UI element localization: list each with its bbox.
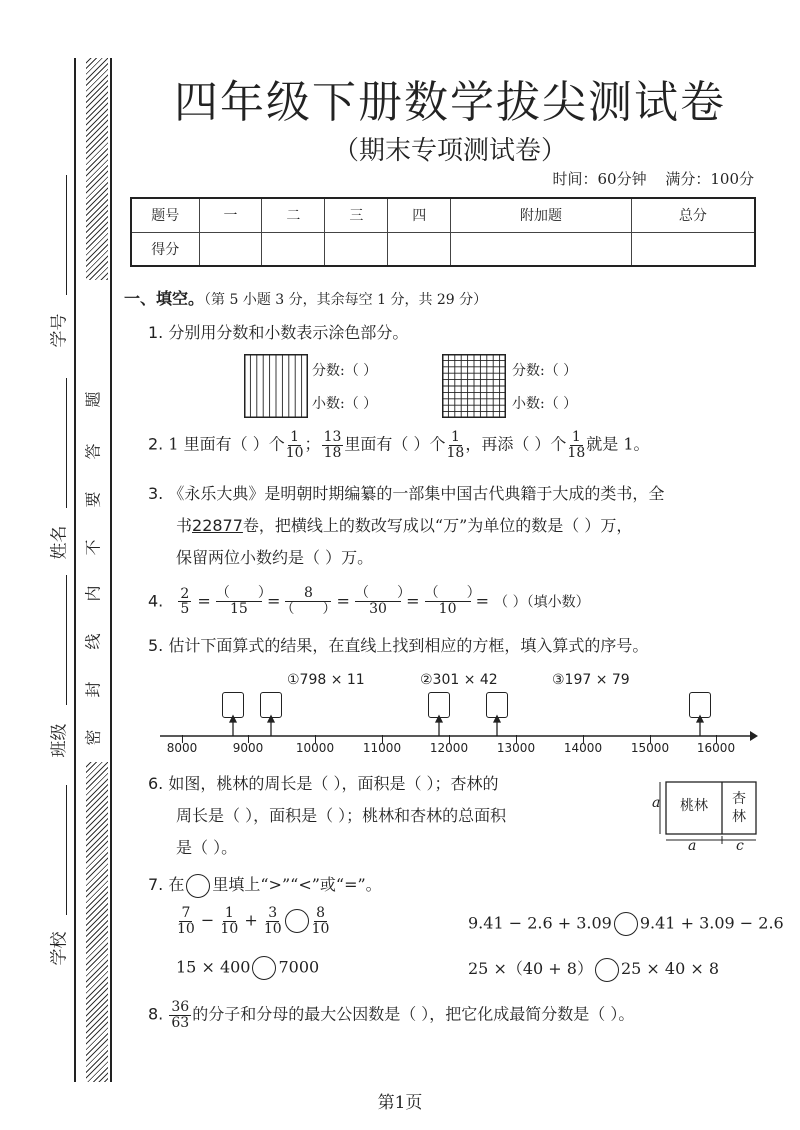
blank-numerator[interactable]: （ ） [355, 585, 412, 601]
number-line-arrowhead [750, 731, 758, 741]
student-no-label: 学号 [49, 313, 70, 348]
expr-left: 25 ×（40 + 8） [468, 959, 593, 978]
numerator: 8 [285, 586, 331, 602]
width-a-label: a [688, 838, 697, 854]
apricot-orchard-label-1: 杏 [732, 791, 746, 807]
numerator: 1 [450, 429, 460, 445]
score-cell[interactable] [199, 232, 262, 266]
fraction [169, 1000, 191, 1030]
denominator: 30 [369, 601, 387, 618]
pointer-arrowhead [268, 716, 274, 722]
compare-expression-2 [468, 912, 784, 936]
fraction [264, 906, 282, 936]
q1-decimal-2[interactable]: 小数:（ ） [512, 396, 578, 412]
q1-decimal-1[interactable]: 小数:（ ） [312, 396, 378, 412]
q1-number: 1. [148, 323, 164, 342]
time-info [538, 168, 754, 189]
seal-char: 题 [83, 391, 103, 408]
question-3-line-3: 保留两位小数约是（ ）万。 [176, 548, 374, 567]
q6-number: 6. [148, 774, 164, 793]
score-cell[interactable] [388, 232, 451, 266]
q6-text: 如图，桃林的周长是（ ），面积是（ ）；杏林的 [168, 774, 499, 793]
striped-figure [244, 354, 308, 418]
time-limit: 时间：60分钟 [552, 170, 647, 188]
class-label: 班级 [49, 723, 70, 758]
denominator: 5 [180, 601, 190, 618]
binding-line-inner [110, 58, 112, 1082]
q2-number: 2. [148, 434, 164, 454]
expr-right: 7000 [278, 957, 320, 977]
score-cell[interactable] [451, 232, 631, 266]
peach-orchard-label: 桃林 [680, 798, 708, 814]
q3-text: 卷，把横线上的数改写成以“万”为单位的数是（ ）万， [242, 516, 633, 535]
denominator: 10 [220, 920, 239, 937]
seal-char: 不 [83, 539, 103, 556]
name-label: 姓名 [49, 525, 70, 560]
blank-fraction[interactable] [424, 585, 481, 618]
compare-circle[interactable] [614, 912, 638, 936]
question-6-line-3: 是（ ）。 [176, 838, 238, 857]
denominator: 10 [263, 920, 282, 937]
q5-text: 估计下面算式的结果，在直线上找到相应的方框，填入算式的序号。 [168, 636, 649, 655]
question-4: 4. $\frac{2}{5}$ = $\frac{( )}{15}$ = $\frac{8}{( )}$ = $\frac{( )}{30}$ = $\frac{( )}{10}$ = （ ）（填小数） [148, 585, 590, 618]
score-header-cell: 一 [199, 198, 262, 232]
tick-label: 13000 [496, 741, 536, 755]
fraction [286, 430, 304, 460]
q3-number: 3. [148, 484, 164, 503]
tick-label: 15000 [630, 741, 670, 755]
blank-denominator[interactable]: （ ） [280, 601, 337, 618]
grid-figure [442, 354, 506, 418]
width-c-label: c [736, 838, 744, 854]
fraction [177, 906, 195, 936]
seal-char: 封 [83, 681, 103, 698]
blank-fraction[interactable] [355, 585, 412, 618]
fraction [312, 906, 330, 936]
fraction [446, 430, 464, 460]
q1-fraction-2[interactable]: 分数:（ ） [512, 363, 578, 379]
denominator: 10 [285, 444, 304, 461]
score-header-cell: 总分 [631, 198, 755, 232]
apricot-orchard-label-2: 林 [732, 809, 746, 825]
question-6-line-2: 周长是（ ），面积是（ ）；桃林和杏林的总面积 [176, 806, 507, 825]
tick-label: 9000 [232, 741, 264, 755]
full-score: 满分：100分 [665, 170, 754, 188]
page-subtitle: （期末专项测试卷） [332, 136, 567, 166]
denominator: 18 [567, 444, 586, 461]
seal-char: 密 [83, 729, 103, 746]
question-2 [148, 430, 650, 460]
expr-left: 15 × 400 [176, 957, 251, 977]
expression-label: ①798 × 11 [287, 672, 365, 688]
score-cell[interactable] [262, 232, 325, 266]
numerator: 1 [290, 429, 300, 445]
question-5 [148, 633, 648, 656]
denominator: 18 [323, 444, 342, 461]
q3-text: 《永乐大典》是明朝时期编纂的一部集中国古代典籍于大成的类书，全 [168, 484, 665, 503]
school-line[interactable] [66, 785, 67, 915]
expression-label: ②301 × 42 [420, 672, 498, 688]
q4-number: 4. [148, 591, 164, 611]
compare-circle[interactable] [595, 958, 619, 982]
q2-part: ，再添（ ）个 [465, 434, 567, 454]
school-label: 学校 [49, 931, 70, 966]
tick-label: 14000 [563, 741, 603, 755]
fraction [322, 430, 344, 460]
denominator: 15 [229, 601, 248, 618]
number-line [150, 710, 760, 744]
section-note: （第 5 小题 3 分，其余每空 1 分，共 29 分） [204, 292, 488, 308]
question-3-line-2 [176, 513, 632, 536]
numerator: 1 [571, 429, 581, 445]
pointer-arrowhead [436, 716, 442, 722]
q7-text: 在 [168, 875, 185, 894]
q8-text: 的分子和分母的最大公因数是（ ），把它化成最简分数是（ ）。 [192, 1004, 635, 1024]
denominator: 10 [177, 920, 195, 937]
q8-number: 8. [148, 1004, 164, 1024]
compare-circle[interactable] [285, 909, 309, 933]
numerator: 13 [323, 429, 342, 445]
q7-text: 里填上“>”“<”或“=”。 [212, 875, 382, 894]
score-cell[interactable] [325, 232, 388, 266]
expr-right: 9.41 + 3.09 − 2.6 [639, 913, 784, 933]
q4-tail[interactable]: （ ）（填小数） [494, 594, 590, 611]
tick-label: 8000 [166, 741, 198, 755]
blank-fraction[interactable] [215, 585, 272, 618]
score-header-cell: 题号 [131, 198, 199, 232]
blank-numerator[interactable]: （ ） [424, 585, 481, 601]
q5-number: 5. [148, 636, 164, 655]
question-6-line-1 [148, 771, 499, 794]
tick-label: 16000 [696, 741, 736, 755]
question-3-line-1 [148, 481, 664, 504]
binding-line-outer [74, 58, 76, 1082]
seal-char: 线 [83, 633, 103, 650]
class-line[interactable] [66, 575, 67, 705]
section-title: 一、填空。 [124, 289, 205, 308]
binding-hatch-top [86, 58, 108, 280]
score-table-score-row [131, 232, 755, 266]
q3-underlined-number: 22877 [192, 516, 243, 535]
score-header-cell: 附加题 [451, 198, 631, 232]
expr-right: 25 × 40 × 8 [620, 959, 720, 978]
denominator: 63 [171, 1014, 190, 1031]
score-header-cell: 三 [325, 198, 388, 232]
section-heading [124, 286, 487, 309]
numerator: 3 [268, 905, 278, 921]
blank-fraction[interactable] [280, 585, 337, 618]
compare-expression-4 [468, 956, 719, 982]
tick-label: 12000 [429, 741, 469, 755]
score-cell[interactable] [631, 232, 755, 266]
fraction [567, 430, 585, 460]
q3-text: 书 [176, 516, 193, 535]
numerator: 36 [171, 999, 190, 1015]
compare-expression-3 [176, 956, 319, 980]
q1-fraction-1[interactable]: 分数:（ ） [312, 363, 378, 379]
compare-expression-1: $\frac{7}{10}$ − $\frac{1}{10}$ + $\frac{3}{10}$ $\frac{8}{10}$ [177, 905, 330, 937]
expression-label: ③197 × 79 [552, 672, 630, 688]
denominator: 10 [438, 601, 457, 618]
seal-char: 要 [83, 491, 103, 508]
pointer-arrowhead [494, 716, 500, 722]
fraction [220, 906, 238, 936]
denominator: 18 [446, 444, 465, 461]
blank-numerator[interactable]: （ ） [215, 585, 272, 601]
tick-label: 11000 [362, 741, 402, 755]
score-header-cell: 四 [388, 198, 451, 232]
denominator: 10 [311, 920, 330, 937]
page-number: 第1页 [377, 1093, 423, 1113]
expr-left: 9.41 − 2.6 + 3.09 [468, 913, 612, 933]
numerator: 8 [316, 905, 326, 921]
score-table [130, 197, 756, 267]
q2-part: 里面有（ ）个 [344, 434, 446, 454]
tick-label: 10000 [295, 741, 335, 755]
q2-part: ； [304, 434, 321, 454]
question-1 [148, 320, 408, 343]
numerator: 2 [180, 585, 190, 602]
pointer-arrowhead [230, 716, 236, 722]
student-no-line[interactable] [66, 175, 67, 295]
compare-circle [186, 874, 210, 898]
side-a-label: a [652, 795, 661, 811]
pointer-arrowhead [697, 716, 703, 722]
score-row-label: 得分 [131, 232, 199, 266]
question-7 [148, 872, 382, 898]
seal-char: 内 [83, 585, 103, 602]
q7-number: 7. [148, 875, 164, 894]
q2-part: 1 里面有（ ）个 [168, 434, 285, 454]
seal-char: 答 [83, 443, 103, 460]
numerator: 1 [224, 905, 234, 921]
name-line[interactable] [66, 378, 67, 508]
score-table-header-row [131, 198, 755, 232]
binding-hatch-bottom [86, 762, 108, 1082]
fraction [178, 587, 191, 617]
q2-part: 就是 1。 [586, 434, 650, 454]
question-8 [148, 1000, 634, 1030]
compare-circle[interactable] [252, 956, 276, 980]
score-header-cell: 二 [262, 198, 325, 232]
numerator: 7 [181, 905, 191, 921]
q1-text: 分别用分数和小数表示涂色部分。 [168, 323, 409, 342]
page-title: 四年级下册数学拔尖测试卷 [174, 77, 726, 128]
